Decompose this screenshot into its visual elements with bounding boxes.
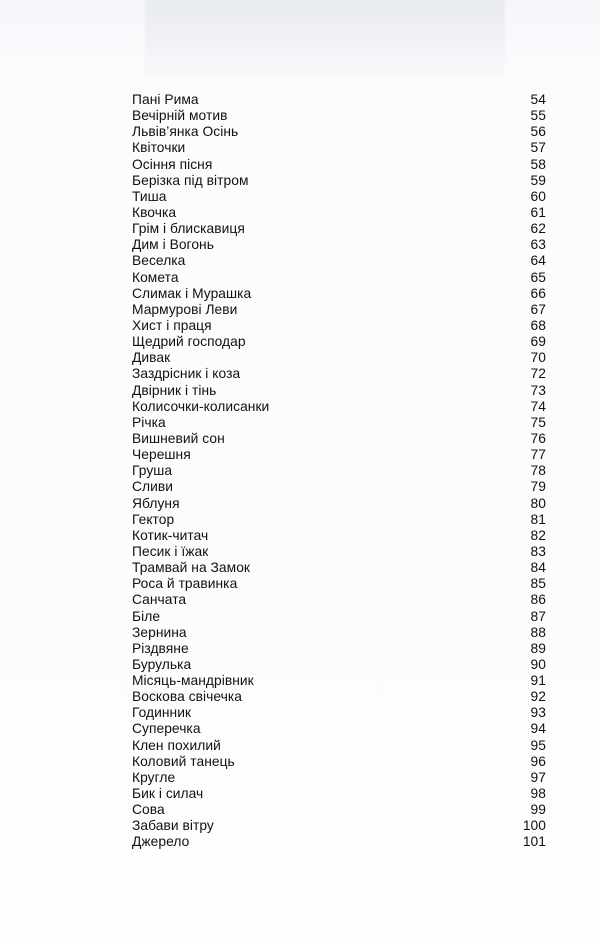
toc-entry-title: Комета: [132, 269, 179, 285]
toc-entry: [132, 576, 546, 592]
toc-entry: [132, 738, 546, 754]
toc-entry-title: Мармурові Леви: [132, 301, 238, 317]
toc-entry-page-number: 95: [530, 737, 546, 753]
toc-entry-title: Коловий танець: [132, 753, 235, 769]
toc-entry-page-number: 54: [530, 92, 546, 107]
toc-entry-page-number: 66: [530, 285, 546, 301]
toc-entry: [132, 237, 546, 253]
toc-entry-title: Бурулька: [132, 656, 192, 672]
toc-entry: [132, 173, 546, 189]
toc-entry-page-number: 77: [530, 447, 546, 463]
toc-entry-page-number: 89: [530, 640, 546, 656]
toc-entry: [132, 802, 546, 818]
toc-entry: [132, 609, 546, 625]
toc-entry-page-number: 90: [530, 656, 546, 672]
toc-entry-page-number: 78: [530, 463, 546, 479]
toc-entry-title: Місяць-мандрівник: [132, 673, 254, 689]
toc-entry-page-number: 88: [530, 624, 546, 640]
toc-entry-page-number: 100: [522, 818, 546, 834]
toc-entry-page-number: 76: [530, 430, 546, 446]
toc-entry-page-number: 74: [530, 398, 546, 414]
toc-entry-page-number: 85: [530, 576, 546, 592]
toc-entry-page-number: 59: [530, 172, 546, 188]
toc-entry-page-number: 96: [530, 753, 546, 769]
toc-entry-title: Тиша: [132, 188, 167, 204]
toc-entry: [132, 253, 546, 269]
toc-entry-title: Різдвяне: [132, 640, 189, 656]
toc-entry-page-number: 93: [530, 705, 546, 721]
toc-entry-title: Хист і праця: [132, 317, 212, 333]
toc-entry-title: Суперечка: [132, 721, 201, 737]
toc-entry: [132, 108, 546, 124]
toc-entry: [132, 205, 546, 221]
toc-entry-title: Львів’янка Осінь: [132, 124, 239, 140]
toc-entry-page-number: 94: [530, 721, 546, 737]
toc-entry-title: Гектор: [132, 511, 175, 527]
toc-entry-page-number: 72: [530, 366, 546, 382]
toc-entry: [132, 447, 546, 463]
toc-entry-title: Бик і силач: [132, 786, 204, 802]
toc-entry-title: Джерело: [132, 834, 190, 850]
toc-entry-page-number: 67: [530, 301, 546, 317]
toc-entry-title: Квочка: [132, 204, 177, 220]
toc-entry-page-number: 56: [530, 124, 546, 140]
toc-entry-title: Веселка: [132, 253, 186, 269]
toc-entry-title: Годинник: [132, 705, 192, 721]
toc-entry-title: Трамвай на Замок: [132, 560, 250, 576]
toc-entry: [132, 366, 546, 382]
toc-entry: [132, 770, 546, 786]
toc-entry: [132, 286, 546, 302]
toc-entry: [132, 689, 546, 705]
toc-entry: [132, 544, 546, 560]
toc-entry-title: Річка: [132, 414, 166, 430]
toc-entry-title: Слимак і Мурашка: [132, 285, 252, 301]
toc-entry: [132, 818, 546, 834]
toc-entry-title: Щедрий господар: [132, 334, 246, 350]
toc-entry-page-number: 87: [530, 608, 546, 624]
toc-entry-page-number: 68: [530, 317, 546, 333]
toc-entry: [132, 221, 546, 237]
toc-entry-page-number: 97: [530, 769, 546, 785]
toc-entry: [132, 657, 546, 673]
toc-entry-page-number: 91: [530, 673, 546, 689]
toc-entry-title: Сова: [132, 802, 165, 818]
toc-entry-title: Груша: [132, 463, 173, 479]
toc-entry-page-number: 65: [530, 269, 546, 285]
toc-entry-page-number: 86: [530, 592, 546, 608]
toc-entry: [132, 124, 546, 140]
toc-entry-page-number: 82: [530, 527, 546, 543]
toc-entry: [132, 512, 546, 528]
toc-entry-page-number: 98: [530, 786, 546, 802]
toc-entry: [132, 754, 546, 770]
toc-entry-title: Яблуня: [132, 495, 180, 511]
show-through-artwork: [145, 0, 505, 75]
toc-entry-page-number: 62: [530, 221, 546, 237]
toc-entry: [132, 140, 546, 156]
toc-entry-title: Пані Рима: [132, 92, 199, 107]
toc-entry-title: Дим і Вогонь: [132, 237, 214, 253]
toc-entry-page-number: 63: [530, 237, 546, 253]
toc-entry: [132, 496, 546, 512]
toc-entry-title: Заздрісник і коза: [132, 366, 241, 382]
toc-entry: [132, 350, 546, 366]
toc-entry-page-number: 61: [530, 204, 546, 220]
toc-entry: [132, 399, 546, 415]
toc-entry: [132, 157, 546, 173]
toc-entry-title: Грім і блискавиця: [132, 221, 245, 237]
toc-entry-page-number: 99: [530, 802, 546, 818]
toc-entry-page-number: 70: [530, 350, 546, 366]
toc-entry: [132, 383, 546, 399]
toc-entry-page-number: 83: [530, 543, 546, 559]
toc-entry-title: Вишневий сон: [132, 430, 225, 446]
toc-entry-page-number: 58: [530, 156, 546, 172]
toc-entry: [132, 673, 546, 689]
toc-entry: [132, 92, 546, 108]
toc-entry-page-number: 75: [530, 414, 546, 430]
toc-entry-title: Вечірній мотив: [132, 108, 228, 124]
toc-entry-title: Забави вітру: [132, 818, 214, 834]
toc-entry-title: Санчата: [132, 592, 187, 608]
toc-entry: [132, 786, 546, 802]
toc-entry: [132, 705, 546, 721]
toc-entry: [132, 528, 546, 544]
toc-entry-page-number: 57: [530, 140, 546, 156]
toc-entry-title: Кругле: [132, 769, 176, 785]
toc-entry-title: Біле: [132, 608, 161, 624]
toc-entry-title: Клен похилий: [132, 737, 221, 753]
toc-entry-title: Роса й травинка: [132, 576, 238, 592]
toc-entry-page-number: 81: [530, 511, 546, 527]
toc-entry-page-number: 64: [530, 253, 546, 269]
toc-entry-title: Зернина: [132, 624, 187, 640]
toc-entry-title: Осіння пісня: [132, 156, 213, 172]
toc-entry-page-number: 92: [530, 689, 546, 705]
toc-entry: [132, 302, 546, 318]
toc-entry-title: Колисочки-колисанки: [132, 398, 270, 414]
toc-entry-title: Песик і їжак: [132, 543, 209, 559]
toc-entry: [132, 334, 546, 350]
toc-entry: [132, 415, 546, 431]
toc-entry-title: Дивак: [132, 350, 171, 366]
toc-entry-page-number: 73: [530, 382, 546, 398]
toc-entry: [132, 641, 546, 657]
toc-entry: [132, 560, 546, 576]
toc-entry: [132, 270, 546, 286]
toc-entry-title: Воскова свічечка: [132, 689, 243, 705]
toc-entry: [132, 834, 546, 850]
toc-entry-title: Котик-читач: [132, 527, 209, 543]
toc-entry: [132, 721, 546, 737]
toc-entry-title: Сливи: [132, 479, 174, 495]
toc-entry-title: Берізка під вітром: [132, 172, 249, 188]
toc-entry: [132, 479, 546, 495]
toc-entry: [132, 463, 546, 479]
toc-entry: [132, 592, 546, 608]
toc-entry-page-number: 79: [530, 479, 546, 495]
toc-entry: [132, 431, 546, 447]
toc-entry-title: Квіточки: [132, 140, 186, 156]
toc-entry-page-number: 55: [530, 108, 546, 124]
toc-entry-page-number: 60: [530, 188, 546, 204]
table-of-contents: [132, 92, 546, 851]
toc-entry-title: Двірник і тінь: [132, 382, 217, 398]
toc-entry-page-number: 101: [522, 834, 546, 850]
toc-entry-title: Черешня: [132, 447, 191, 463]
toc-entry-page-number: 84: [530, 560, 546, 576]
toc-entry-page-number: 80: [530, 495, 546, 511]
toc-entry-page-number: 69: [530, 334, 546, 350]
toc-entry: [132, 318, 546, 334]
toc-entry: [132, 189, 546, 205]
toc-entry: [132, 625, 546, 641]
